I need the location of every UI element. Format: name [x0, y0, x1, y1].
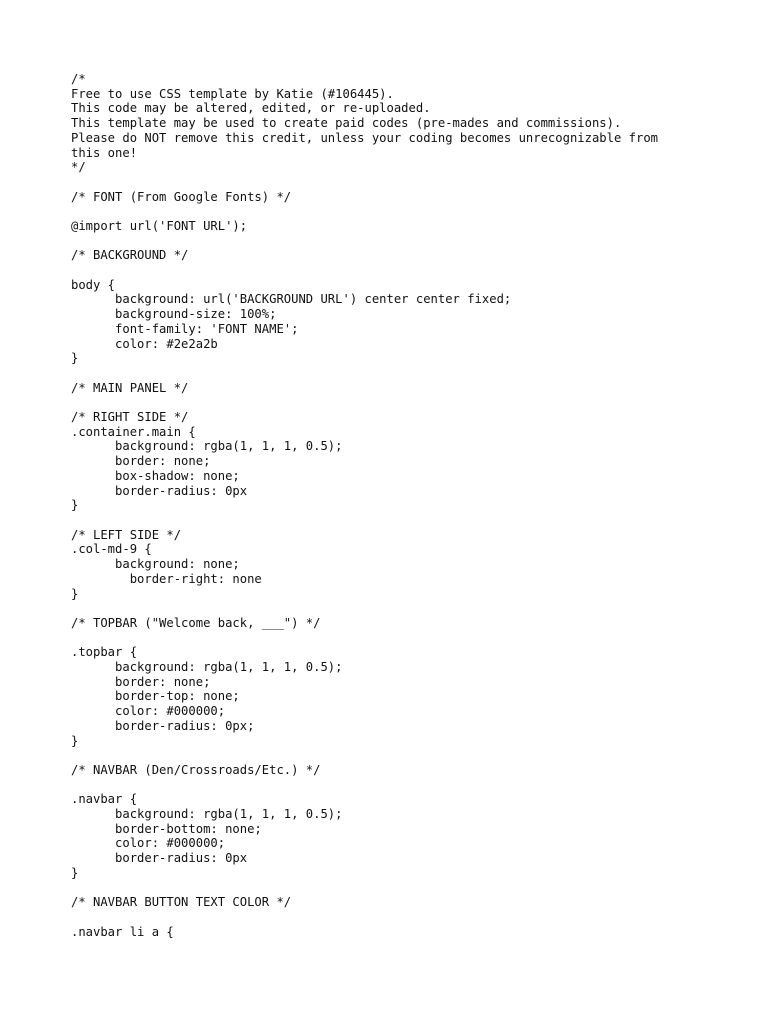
code-line: /* NAVBAR (Den/Crossroads/Etc.) */	[71, 762, 321, 777]
code-line: @import url('FONT URL');	[71, 219, 248, 233]
code-line: color: #000000;	[71, 836, 226, 851]
code-line: font-family: 'FONT NAME';	[71, 321, 299, 336]
code-line: Free to use CSS template by Katie (#106445).	[71, 86, 394, 101]
code-line: border: none;	[71, 674, 211, 689]
code-line: border: none;	[71, 454, 211, 469]
code-document	[71, 72, 751, 939]
code-line: Please do NOT remove this credit, unless your coding becomes unrecognizable from	[71, 130, 658, 145]
code-line: }	[71, 586, 79, 601]
code-line	[71, 234, 751, 249]
code-line: This template may be used to create paid codes (pre-mades and commissions).	[71, 116, 622, 131]
code-line: border-radius: 0px	[71, 851, 248, 866]
code-line: body {	[71, 277, 116, 292]
code-line	[71, 910, 751, 925]
code-line	[71, 601, 751, 616]
code-line: color: #2e2a2b	[71, 336, 218, 351]
code-line: border-radius: 0px;	[71, 718, 255, 733]
code-line: /*	[71, 72, 86, 86]
code-line: /* MAIN PANEL */	[71, 380, 189, 395]
code-line: }	[71, 733, 79, 748]
code-line: border-radius: 0px	[71, 483, 248, 498]
code-line: }	[71, 351, 79, 366]
code-line: background: rgba(1, 1, 1, 0.5);	[71, 439, 343, 454]
code-line: box-shadow: none;	[71, 468, 240, 483]
code-line	[71, 204, 751, 219]
code-line: .navbar li a {	[71, 924, 174, 939]
code-line: .col-md-9 {	[71, 542, 152, 557]
code-line: /* NAVBAR BUTTON TEXT COLOR */	[71, 895, 292, 910]
code-line	[71, 175, 751, 190]
code-line: .topbar {	[71, 645, 138, 660]
code-line: border-top: none;	[71, 689, 240, 704]
code-line: color: #000000;	[71, 704, 226, 719]
code-line: .navbar {	[71, 792, 138, 807]
code-line	[71, 366, 751, 381]
code-line: /* RIGHT SIDE */	[71, 410, 189, 425]
code-line: border-right: none	[71, 571, 262, 586]
code-line	[71, 263, 751, 278]
code-line: }	[71, 498, 79, 513]
code-line: background: none;	[71, 557, 240, 572]
code-line	[71, 631, 751, 646]
code-line: This code may be altered, edited, or re-uploaded.	[71, 101, 431, 116]
code-line: /* FONT (From Google Fonts) */	[71, 189, 292, 204]
code-line: border-bottom: none;	[71, 821, 262, 836]
code-line	[71, 748, 751, 763]
code-line: /* BACKGROUND */	[71, 248, 189, 263]
code-line: .container.main {	[71, 424, 196, 439]
code-line: /* LEFT SIDE */	[71, 527, 182, 542]
code-line: }	[71, 865, 79, 880]
code-line	[71, 513, 751, 528]
code-line: /* TOPBAR ("Welcome back, ___") */	[71, 615, 321, 630]
code-line	[71, 395, 751, 410]
code-line: background-size: 100%;	[71, 307, 277, 322]
code-line	[71, 881, 751, 896]
code-line: */	[71, 160, 86, 175]
code-line: background: rgba(1, 1, 1, 0.5);	[71, 806, 343, 821]
code-line	[71, 778, 751, 793]
code-line: background: url('BACKGROUND URL') center center fixed;	[71, 292, 512, 307]
code-line: background: rgba(1, 1, 1, 0.5);	[71, 659, 343, 674]
code-line: this one!	[71, 145, 138, 160]
